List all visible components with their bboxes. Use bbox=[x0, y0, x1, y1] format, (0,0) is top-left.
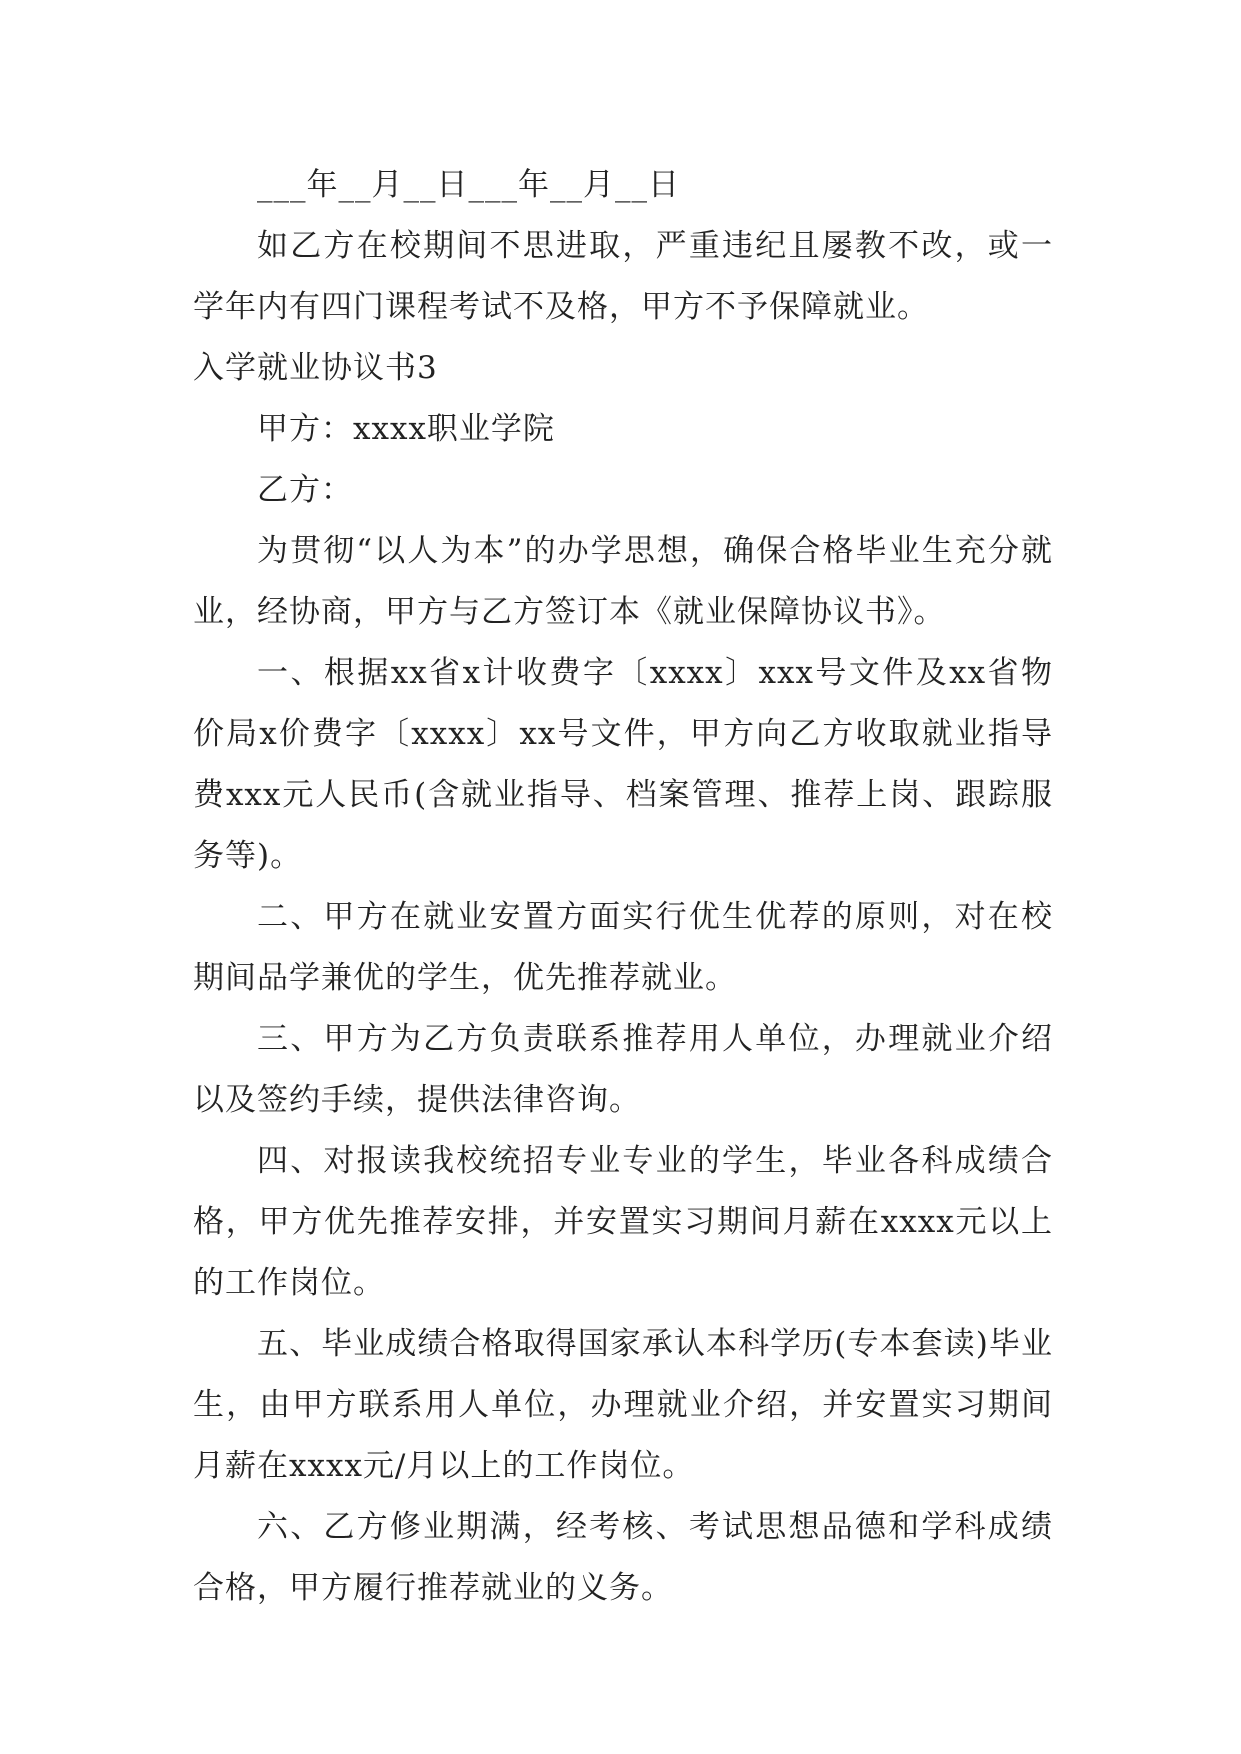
clause-5: 五、毕业成绩合格取得国家承认本科学历(专本套读)毕业生，由甲方联系用人单位，办理就业介绍，并安置实习期间月薪在xxxx元/月以上的工作岗位。 bbox=[193, 1326, 1053, 1484]
section-title: 入学就业协议书3 bbox=[193, 350, 438, 386]
clause-1: 一、根据xx省x计收费字〔xxxx〕xxx号文件及xx省物价局x价费字〔xxxx〕xx号文件，甲方向乙方收取就业指导费xxx元人民币(含就业指导、档案管理、推荐上岗、跟踪服务等)。 bbox=[193, 655, 1053, 874]
preamble-paragraph: 为贯彻“以人为本”的办学思想，确保合格毕业生充分就业，经协商，甲方与乙方签订本《就业保障协议书》。 bbox=[193, 533, 1053, 630]
date-line: ___年__月__日___年__月__日 bbox=[257, 167, 680, 203]
paragraph-misconduct: 如乙方在校期间不思进取，严重违纪且屡教不改，或一学年内有四门课程考试不及格，甲方不予保障就业。 bbox=[193, 228, 1053, 325]
clause-3: 三、甲方为乙方负责联系推荐用人单位，办理就业介绍以及签约手续，提供法律咨询。 bbox=[193, 1021, 1053, 1118]
clause-2: 二、甲方在就业安置方面实行优生优荐的原则，对在校期间品学兼优的学生，优先推荐就业。 bbox=[193, 899, 1053, 996]
clause-6: 六、乙方修业期满，经考核、考试思想品德和学科成绩合格，甲方履行推荐就业的义务。 bbox=[193, 1509, 1053, 1606]
clause-4: 四、对报读我校统招专业专业的学生，毕业各科成绩合格，甲方优先推荐安排，并安置实习期间月薪在xxxx元以上的工作岗位。 bbox=[193, 1143, 1053, 1301]
document-body bbox=[193, 155, 1053, 1619]
party-b: 乙方： bbox=[257, 472, 353, 508]
party-a: 甲方：xxxx职业学院 bbox=[257, 411, 555, 447]
